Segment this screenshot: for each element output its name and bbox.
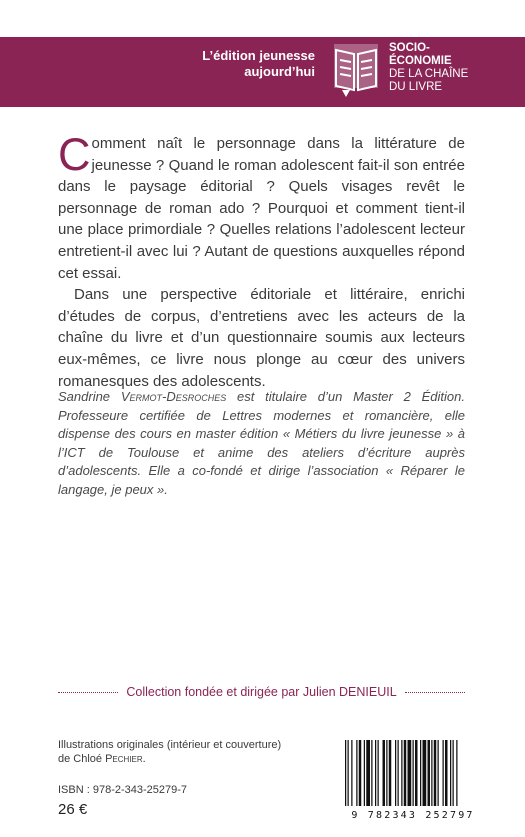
author-bio [58, 388, 465, 500]
series-title-line2: aujourd’hui [244, 64, 315, 79]
barcode-bar [359, 740, 362, 806]
drop-cap: C [58, 129, 91, 180]
barcode-bar [413, 740, 414, 806]
dotted-rule-left [58, 692, 118, 693]
illustrator-prefix: de Chloé [58, 753, 106, 765]
barcode-bar [351, 740, 352, 806]
dotted-rule-right [405, 692, 465, 693]
book-speech-icon [332, 40, 384, 98]
illustrator-surname: Pechier [105, 753, 143, 765]
isbn: ISBN : 978-2-343-25279-7 [58, 784, 188, 796]
illustrator-suffix: . [142, 753, 146, 765]
barcode-bar [450, 740, 451, 806]
barcode-bar [386, 740, 387, 806]
blurb-paragraph-2: Dans une perspective éditoriale et littéraire, enrichi d’études de corpus, d’entretiens avec les acteurs de la chaîne du livre et d’un questionnaire soumis aux lecteurs eux-mêmes, ce livre nous plonge au cœur des univers romanesques des adolescents. [58, 286, 465, 390]
barcode-bar [356, 740, 357, 806]
barcode-bar [395, 740, 396, 806]
barcode-bar [383, 740, 386, 806]
author-bio-text: est titulaire d’un Master 2 Édition. Professeure certifiée de Lettres modernes et romancière, elle dispense des cours en master édition « Métiers du livre jeunesse » à l’ICT de Toulouse et anime des ateliers d’écriture auprès d’adolescents. Elle a co-fondé et dirige l’association « Réparer le langage, je peux ». [58, 389, 465, 497]
barcode-bar [456, 740, 457, 806]
collection-logo-line4: DU LIVRE [389, 81, 443, 93]
barcode-bar [371, 740, 372, 806]
collection-credit [58, 682, 465, 702]
illustrator-line [58, 752, 308, 766]
collection-logo-line1: SOCIO- [389, 42, 430, 54]
collection-credit-text: Collection fondée et dirigée par Julien DENIEUIL [126, 685, 397, 699]
blurb-paragraph-1-text: omment naît le personnage dans la littérature de jeunesse ? Quand le roman adolescent fait-il son entrée dans le paysage éditorial ? Quels visages revêt le personnage de roman ado ? Pourquoi et comment tient-il une place primordiale ? Quelles relations l’adolescent lecteur entretient-il avec lui ? Autant de questions auxquelles répond cet essai. [58, 135, 465, 282]
barcode-bar [438, 740, 439, 806]
barcode-digits: 9 782343 252797 [351, 810, 475, 821]
barcode-bar [408, 740, 412, 806]
series-title [115, 48, 315, 80]
barcode-bar [453, 740, 454, 806]
barcode-bar [434, 740, 437, 806]
barcode-bar [428, 740, 431, 806]
barcode-bar [398, 740, 399, 806]
collection-logo-text [389, 42, 519, 94]
barcode-bar [420, 740, 421, 806]
illustration-credit-line: Illustrations originales (intérieur et couverture) [58, 739, 282, 751]
barcode-bar [348, 740, 349, 806]
barcode-bar [423, 740, 427, 806]
collection-logo-line3: DE LA CHAÎNE [389, 68, 469, 80]
barcode-bar [443, 740, 444, 806]
author-last-name: Vermot-Desroches [120, 389, 227, 404]
barcode-bar [404, 740, 407, 806]
collection-logo-line2: ÉCONOMIE [389, 55, 452, 67]
barcode-bar [415, 740, 418, 806]
author-first-name: Sandrine [58, 389, 111, 404]
barcode-bar [431, 740, 432, 806]
back-cover-blurb [58, 129, 465, 392]
price: 26 € [58, 801, 88, 818]
barcode-bar [345, 740, 346, 806]
barcode-bar [389, 740, 392, 806]
illustration-credits [58, 738, 308, 766]
barcode-bar [366, 740, 370, 806]
barcode-bar [375, 740, 376, 806]
barcode-bar [401, 740, 402, 806]
barcode-bar [364, 740, 365, 806]
series-title-line1: L’édition jeunesse [202, 48, 315, 63]
blurb-paragraph-1 [58, 129, 465, 284]
barcode-bars [331, 736, 495, 810]
barcode-bar [445, 740, 448, 806]
barcode-bar [378, 740, 379, 806]
